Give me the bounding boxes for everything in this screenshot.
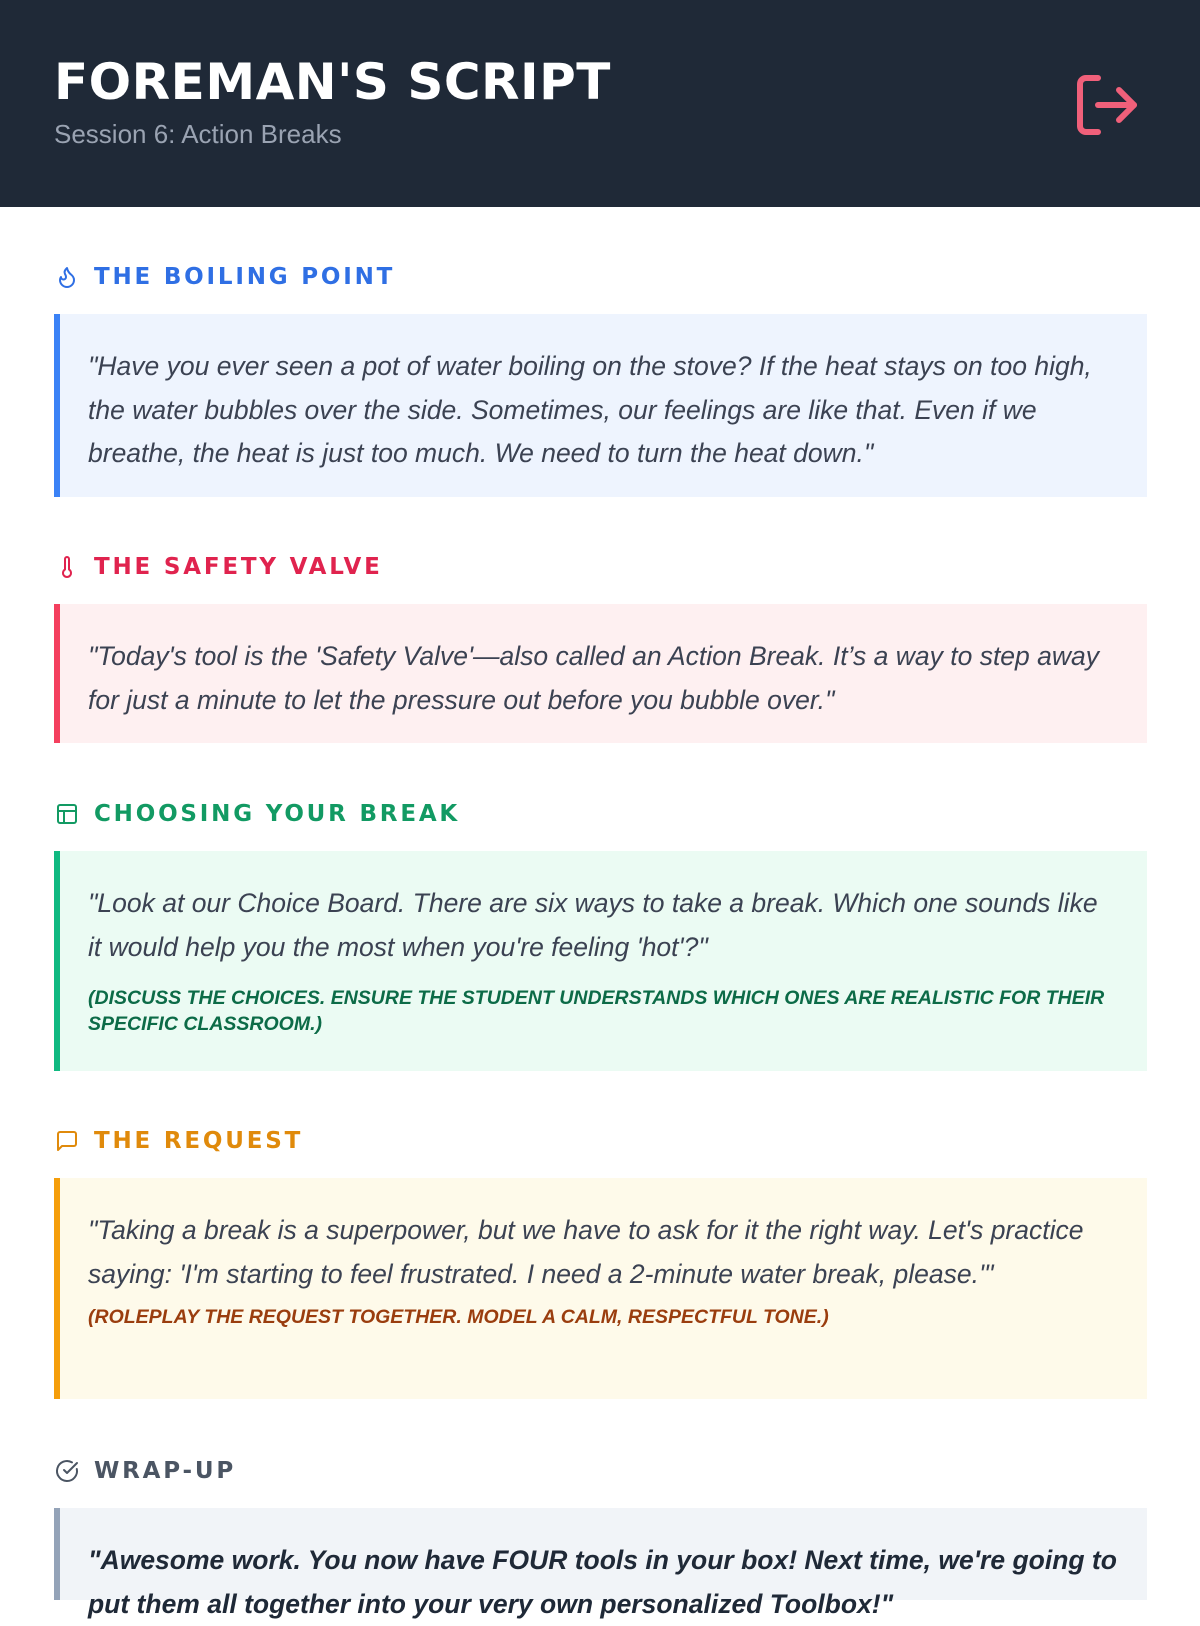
- facilitator-note: (DISCUSS THE CHOICES. ENSURE THE STUDENT UNDERSTANDS WHICH ONES ARE REALISTIC FOR THEIR SPECIFIC CLASSROOM.): [88, 987, 1105, 1035]
- script-quote: "Awesome work. You now have FOUR tools in your box! Next time, we're going to put them all together into your very own personalized Toolbox!": [88, 1545, 1117, 1619]
- exit-button[interactable]: [1068, 66, 1146, 144]
- logout-icon: [1071, 69, 1143, 141]
- section-header-wrap-up: [54, 1454, 236, 1488]
- section-header-choosing-break: [54, 797, 460, 831]
- message-square-icon: [54, 1128, 80, 1154]
- check-circle-icon: [54, 1458, 80, 1484]
- facilitator-note: (ROLEPLAY THE REQUEST TOGETHER. MODEL A CALM, RESPECTFUL TONE.): [88, 1306, 829, 1328]
- thermometer-icon: [54, 554, 80, 580]
- section-title: WRAP-UP: [94, 1458, 237, 1484]
- script-card-request: [54, 1178, 1147, 1399]
- script-quote: "Have you ever seen a pot of water boiling on the stove? If the heat stays on too high, the water bubbles over the side. Sometimes, our feelings are like that. Even if we breathe, the heat is just too much. We need to turn the heat down.": [88, 351, 1092, 468]
- layout-icon: [54, 801, 80, 827]
- page-title: FOREMAN'S SCRIPT: [54, 53, 611, 111]
- script-quote: "Look at our Choice Board. There are six ways to take a break. Which one sounds like it would help you the most when you're feeling 'hot'?": [88, 888, 1098, 962]
- script-card-boiling-point: [54, 314, 1147, 497]
- session-subtitle: Session 6: Action Breaks: [54, 119, 342, 149]
- section-header-boiling-point: [54, 260, 395, 294]
- header-bar: [0, 0, 1200, 207]
- script-card-safety-valve: [54, 604, 1147, 743]
- script-quote: "Taking a break is a superpower, but we have to ask for it the right way. Let's practice saying: 'I'm starting to feel frustrated. I need a 2-minute water break, please.'": [88, 1215, 1084, 1289]
- section-header-request: [54, 1124, 303, 1158]
- script-quote: "Today's tool is the 'Safety Valve'—also called an Action Break. It’s a way to step away for just a minute to let the pressure out before you bubble over.": [88, 641, 1100, 715]
- section-title: THE BOILING POINT: [94, 264, 396, 290]
- section-header-safety-valve: [54, 550, 383, 584]
- script-card-wrap-up: [54, 1508, 1147, 1619]
- section-title: CHOOSING YOUR BREAK: [94, 801, 461, 827]
- script-card-choosing-break: [54, 851, 1147, 1071]
- section-title: THE SAFETY VALVE: [94, 554, 383, 580]
- section-title: THE REQUEST: [94, 1128, 304, 1154]
- flame-icon: [54, 264, 80, 290]
